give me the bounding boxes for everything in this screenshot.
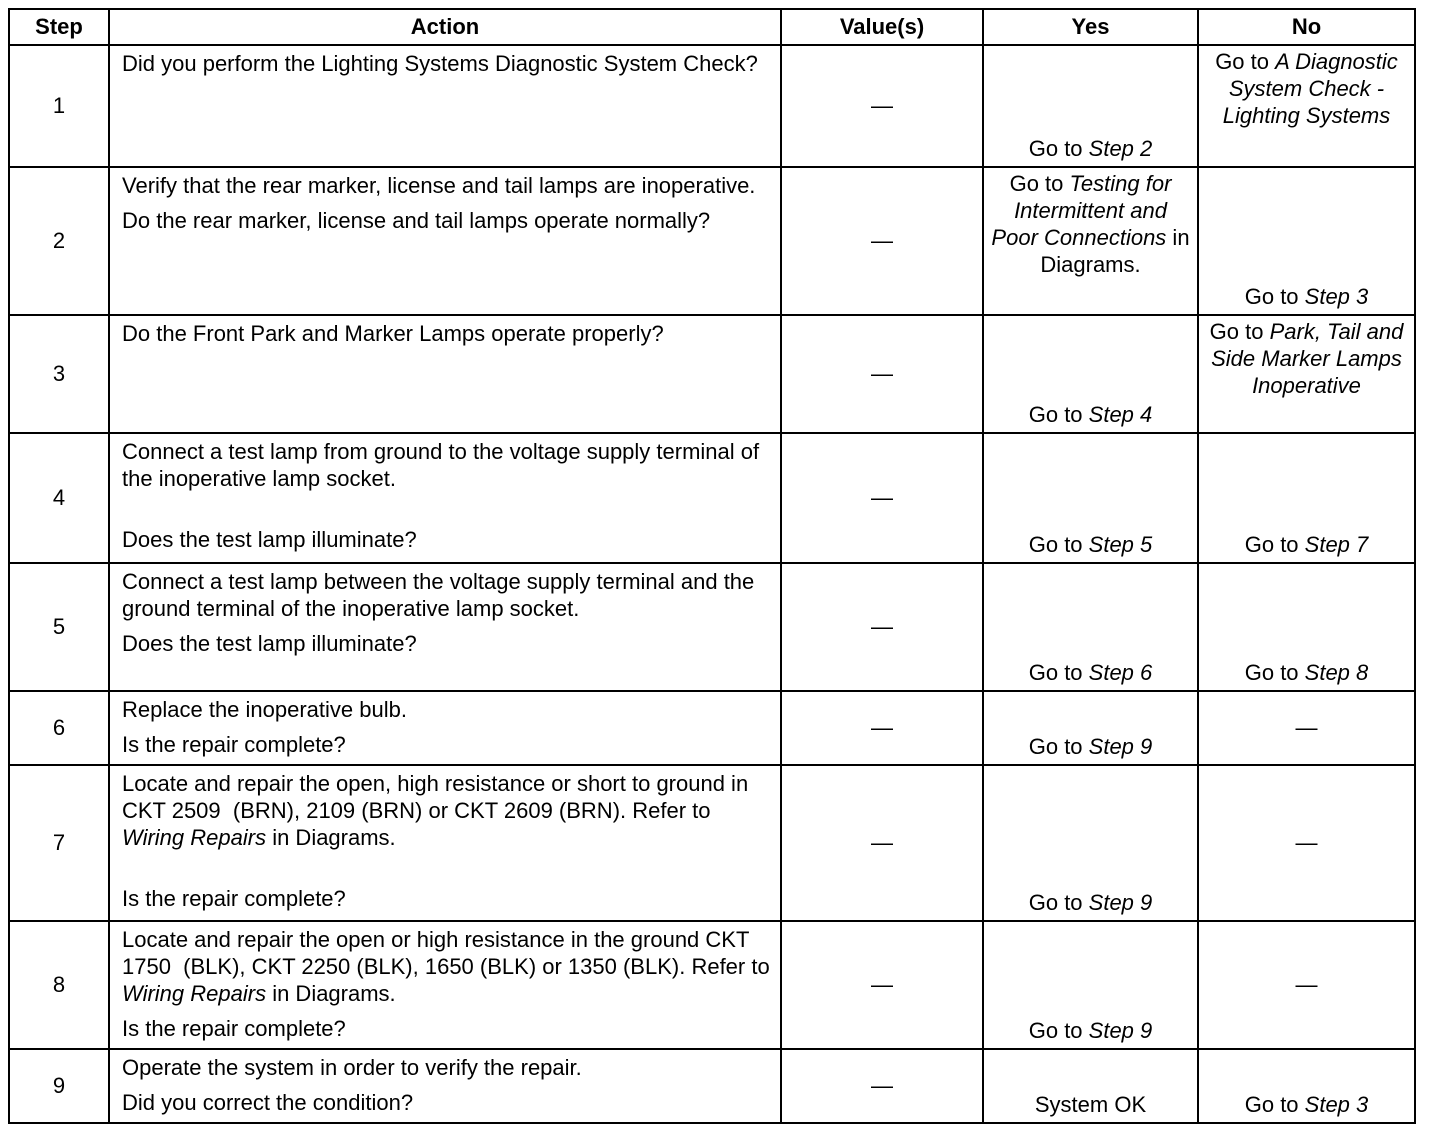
- yes-text: Go to: [1028, 890, 1089, 915]
- action-question: Do the rear marker, license and tail lamps operate normally?: [122, 208, 711, 233]
- action-cell: [109, 45, 781, 167]
- action-cell: [109, 765, 781, 921]
- value-cell: —: [781, 1049, 983, 1123]
- no-link-text: Step 3: [1304, 1092, 1369, 1117]
- yes-cell: [983, 315, 1198, 433]
- header-values: Value(s): [781, 9, 983, 45]
- yes-text: Go to: [1028, 1018, 1089, 1043]
- action-question: Does the test lamp illuminate?: [122, 631, 417, 656]
- yes-cell: [983, 563, 1198, 691]
- action-cell: [109, 315, 781, 433]
- yes-cell: [983, 433, 1198, 563]
- table-row: [9, 315, 1415, 433]
- header-row: [9, 9, 1415, 45]
- yes-text: Go to: [1028, 136, 1089, 161]
- no-link-text: A Diagnostic System Check - Lighting Systems: [1222, 49, 1398, 128]
- step-number: 8: [9, 921, 109, 1049]
- no-cell: [1198, 765, 1415, 921]
- yes-link-text: Step 9: [1088, 1018, 1153, 1043]
- header-action: Action: [109, 9, 781, 45]
- action-question: Did you correct the condition?: [122, 1090, 414, 1115]
- step-number: 5: [9, 563, 109, 691]
- no-cell: [1198, 921, 1415, 1049]
- yes-text: Go to: [1028, 532, 1089, 557]
- no-link-text: Step 3: [1304, 284, 1369, 309]
- no-cell: [1198, 1049, 1415, 1123]
- yes-link-text: Step 5: [1088, 532, 1153, 557]
- step-number: 6: [9, 691, 109, 765]
- action-text-part: Locate and repair the open, high resistance or short to ground in CKT 2509 (BRN), 2109 (BRN) or CKT 2609 (BRN). Refer to: [122, 771, 755, 823]
- no-cell: [1198, 563, 1415, 691]
- step-number: 3: [9, 315, 109, 433]
- yes-link-text: Step 2: [1088, 136, 1153, 161]
- value-cell: —: [781, 765, 983, 921]
- value-cell: —: [781, 167, 983, 315]
- no-cell: [1198, 433, 1415, 563]
- table-row: [9, 691, 1415, 765]
- table-row: [9, 765, 1415, 921]
- step-number: 2: [9, 167, 109, 315]
- action-question: Is the repair complete?: [122, 732, 346, 757]
- value-cell: —: [781, 921, 983, 1049]
- action-tail-text: in Diagrams.: [266, 825, 396, 850]
- yes-text: Go to: [1009, 171, 1070, 196]
- action-text: [122, 926, 776, 1007]
- no-text: —: [1295, 714, 1318, 740]
- action-text: Do the Front Park and Marker Lamps operate properly?: [122, 321, 664, 346]
- action-text-part: Locate and repair the open or high resistance in the ground CKT 1750 (BLK), CKT 2250 (BLK), 1650 (BLK) or 1350 (BLK). Refer to: [122, 927, 776, 979]
- table-row: [9, 45, 1415, 167]
- no-text: —: [1295, 971, 1318, 997]
- action-question: Is the repair complete?: [122, 886, 346, 911]
- action-text: Operate the system in order to verify the repair.: [122, 1055, 582, 1080]
- no-cell: [1198, 45, 1415, 167]
- step-number: 7: [9, 765, 109, 921]
- action-text: Did you perform the Lighting Systems Diagnostic System Check?: [122, 51, 758, 76]
- action-cell: [109, 433, 781, 563]
- action-text: Connect a test lamp between the voltage supply terminal and the ground terminal of the inoperative lamp socket.: [122, 569, 761, 621]
- yes-cell: [983, 921, 1198, 1049]
- yes-cell: [983, 765, 1198, 921]
- value-cell: —: [781, 45, 983, 167]
- yes-cell: [983, 167, 1198, 315]
- step-number: 1: [9, 45, 109, 167]
- action-text: [122, 770, 770, 851]
- table-row: [9, 433, 1415, 563]
- action-text: Replace the inoperative bulb.: [122, 697, 407, 722]
- step-number: 4: [9, 433, 109, 563]
- yes-text: Go to: [1028, 660, 1089, 685]
- no-link-text: Step 7: [1304, 532, 1369, 557]
- no-text: Go to: [1209, 319, 1270, 344]
- action-question: Does the test lamp illuminate?: [122, 527, 417, 552]
- no-cell: [1198, 167, 1415, 315]
- yes-cell: [983, 691, 1198, 765]
- diagnostic-table: [8, 8, 1416, 1124]
- header-yes: Yes: [983, 9, 1198, 45]
- action-text: Verify that the rear marker, license and tail lamps are inoperative.: [122, 173, 756, 198]
- no-cell: [1198, 315, 1415, 433]
- table-row: [9, 167, 1415, 315]
- yes-link-text: Step 4: [1088, 402, 1153, 427]
- action-cell: [109, 691, 781, 765]
- yes-cell: [983, 45, 1198, 167]
- value-cell: —: [781, 691, 983, 765]
- value-cell: —: [781, 315, 983, 433]
- action-tail-text: in Diagrams.: [266, 981, 396, 1006]
- action-cell: [109, 167, 781, 315]
- yes-link-text: Step 9: [1088, 890, 1153, 915]
- action-text: Connect a test lamp from ground to the voltage supply terminal of the inoperative lamp socket.: [122, 439, 766, 491]
- table-row: [9, 563, 1415, 691]
- table-row: [9, 921, 1415, 1049]
- value-cell: —: [781, 563, 983, 691]
- header-step: Step: [9, 9, 109, 45]
- no-text: Go to: [1244, 532, 1305, 557]
- yes-link-text: Step 6: [1088, 660, 1153, 685]
- action-ref-text: Wiring Repairs: [122, 981, 267, 1006]
- no-link-text: Park, Tail and Side Marker Lamps Inoperative: [1211, 319, 1404, 398]
- action-cell: [109, 1049, 781, 1123]
- no-cell: [1198, 691, 1415, 765]
- no-text: —: [1295, 829, 1318, 855]
- no-text: Go to: [1215, 49, 1276, 74]
- yes-text: Go to: [1028, 402, 1089, 427]
- yes-text: Go to: [1028, 734, 1089, 759]
- action-cell: [109, 921, 781, 1049]
- header-no: No: [1198, 9, 1415, 45]
- yes-link-text: Testing for Intermittent and Poor Connections: [991, 171, 1172, 250]
- action-ref-text: Wiring Repairs: [122, 825, 267, 850]
- yes-link-text: Step 9: [1088, 734, 1153, 759]
- no-text: Go to: [1244, 1092, 1305, 1117]
- action-question: Is the repair complete?: [122, 1016, 346, 1041]
- yes-cell: [983, 1049, 1198, 1123]
- yes-text: System OK: [1034, 1092, 1147, 1117]
- action-cell: [109, 563, 781, 691]
- no-text: Go to: [1244, 660, 1305, 685]
- yes-tail-text: in Diagrams.: [1040, 225, 1190, 277]
- no-text: Go to: [1244, 284, 1305, 309]
- no-link-text: Step 8: [1304, 660, 1369, 685]
- step-number: 9: [9, 1049, 109, 1123]
- table-row: [9, 1049, 1415, 1123]
- value-cell: —: [781, 433, 983, 563]
